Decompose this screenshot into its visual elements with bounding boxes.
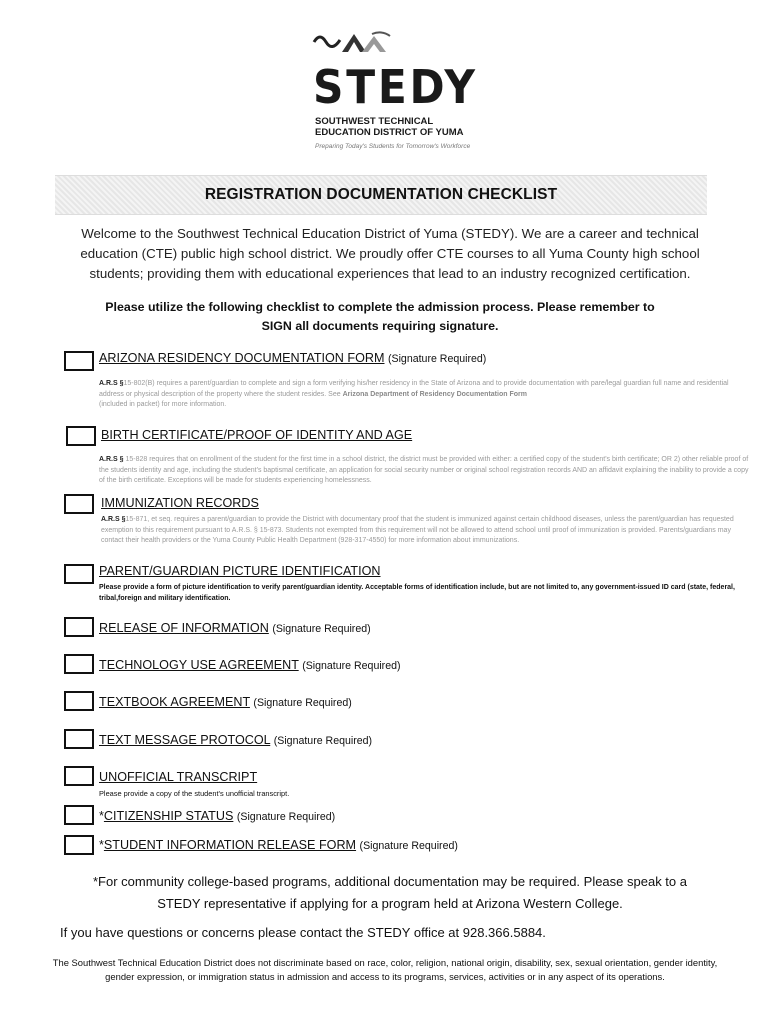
item-citizenship-title: *CITIZENSHIP STATUS (Signature Required): [99, 809, 336, 823]
welcome-paragraph: Welcome to the Southwest Technical Education District of Yuma (STEDY). We are a career and technical education (CTE) public high school district. We proudly offer CTE courses to all Yuma County high school students; providing them with educational experiences that lead to an industry recognized certification.: [80, 226, 700, 281]
item-release-info-title: RELEASE OF INFORMATION (Signature Required): [99, 621, 371, 635]
stedy-logo-mark-icon: [312, 30, 392, 56]
checkbox-birth-certificate[interactable]: [66, 426, 96, 446]
item-residency-title: ARIZONA RESIDENCY DOCUMENTATION FORM (Signature Required): [99, 351, 487, 365]
logo-wordmark: STEDY: [313, 60, 478, 114]
instructions: Please utilize the following checklist to complete the admission process. Please remember to SIGN all documents requiring signature.: [105, 300, 655, 333]
item-residency-desc: A.R.S §15-802(B) requires a parent/guardian to complete and sign a form verifying his/her residency in the State of Arizona and to provide documentation with pare/legal guardian full name and residential address or physical description of the property where the student resides. See Arizona Department of Residency Documentation Form (included in packet) for more information.: [99, 380, 729, 408]
item-picture-id-desc: Please provide a form of picture identification to verify parent/guardian identity. Acceptable forms of identification include, but are not limited to, any government-issued ID card (state, federal, tribal,foreign and military identification.: [99, 584, 735, 602]
checkbox-picture-id[interactable]: [64, 564, 94, 584]
checkbox-technology-use[interactable]: [64, 654, 94, 674]
item-transcript-desc: Please provide a copy of the student's unofficial transcript.: [99, 789, 290, 798]
item-textbook-title: TEXTBOOK AGREEMENT (Signature Required): [99, 695, 352, 709]
checkbox-textbook[interactable]: [64, 691, 94, 711]
logo-district-name: SOUTHWEST TECHNICAL EDUCATION DISTRICT OF YUMA: [315, 116, 464, 138]
item-birth-certificate-desc: A.R.S § 15-828 requires that on enrollment of the student for the first time in a school district, the district must be provided with either: a certified copy of the student's birth certificate; OR 2) other reliable proof of the students identity and age, including the student's baptismal certificate, an application for social security number or original school registration records AND an affidavit explaining the inability to provide a copy of the birth certificate. Exceptions will be made for students experiencing homelessness.: [99, 456, 749, 484]
checkbox-citizenship[interactable]: [64, 805, 94, 825]
item-immunization-desc: A.R.S §15-871, et seq. requires a parent/guardian to provide the District with documentary proof that the student is immunized against certain childhood diseases, unless the parent/guardian has requested exemption to this requirement pursuant to A.R.S. § 15-873. Students not exempted from this requirement will not be allowed to attend school until proof of immunization is provided. Parents/guardians may contact their health providers or the Yuma County Public Health Department (928-317-4550) for more information about immunizations.: [101, 516, 734, 544]
item-birth-certificate-title: BIRTH CERTIFICATE/PROOF OF IDENTITY AND AGE: [101, 428, 413, 442]
nondiscrimination-statement: The Southwest Technical Education District does not discriminate based on race, color, religion, national origin, disability, sex, sexual orientation, gender identity, gender expression, or immigration status in admission and access to its programs, services, activities or in any aspect of its operations.: [52, 957, 718, 982]
checkbox-transcript[interactable]: [64, 766, 94, 786]
page-title: REGISTRATION DOCUMENTATION CHECKLIST: [204, 186, 558, 203]
item-picture-id-title: PARENT/GUARDIAN PICTURE IDENTIFICATION: [99, 564, 381, 578]
item-transcript-title: UNOFFICIAL TRANSCRIPT: [99, 770, 258, 784]
item-immunization-title: IMMUNIZATION RECORDS: [101, 496, 259, 510]
checkbox-text-message[interactable]: [64, 729, 94, 749]
item-text-message-title: TEXT MESSAGE PROTOCOL (Signature Required): [99, 733, 373, 747]
item-technology-use-title: TECHNOLOGY USE AGREEMENT (Signature Required): [99, 658, 401, 672]
checkbox-residency[interactable]: [64, 351, 94, 371]
title-banner: [55, 175, 707, 215]
contact-line: If you have questions or concerns please contact the STEDY office at 928.366.5884.: [60, 925, 546, 940]
checkbox-immunization[interactable]: [64, 494, 94, 514]
logo-tagline: Preparing Today's Students for Tomorrow's Workforce: [315, 143, 471, 150]
checkbox-release-info[interactable]: [64, 617, 94, 637]
item-student-info-release-title: *STUDENT INFORMATION RELEASE FORM (Signature Required): [99, 838, 458, 852]
community-college-footnote: *For community college-based programs, additional documentation may be required. Please speak to a STEDY representative if applying for a program held at Arizona Western College.: [93, 874, 687, 911]
checkbox-student-info-release[interactable]: [64, 835, 94, 855]
